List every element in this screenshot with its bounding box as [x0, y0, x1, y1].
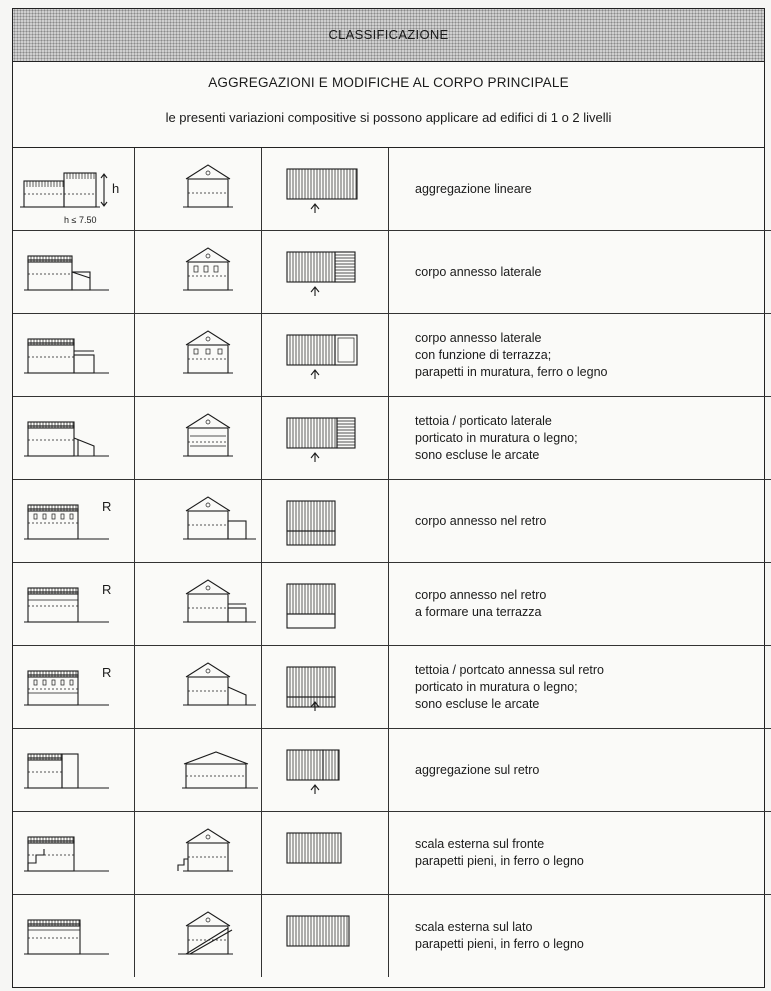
plan-sketch-cell — [262, 397, 389, 480]
description-line: corpo annesso nel retro — [415, 588, 547, 602]
front-elevation-sketch-cell — [135, 895, 262, 978]
section-heading: AGGREGAZIONI E MODIFICHE AL CORPO PRINCIPALE — [208, 75, 569, 90]
side-elevation-sketch-cell — [13, 397, 135, 480]
plan-sketch — [265, 315, 385, 395]
table-row — [13, 812, 771, 895]
section-subheading: le presenti variazioni compositive si possono applicare ad edifici di 1 o 2 livelli — [165, 110, 612, 125]
side-elevation-sketch-cell — [13, 812, 135, 895]
plan-sketch — [265, 813, 385, 893]
svg-text:h ≤ 7.50: h ≤ 7.50 — [63, 215, 96, 225]
plan-sketch — [265, 398, 385, 478]
description-line: tettoia / portcato annessa sul retro — [415, 662, 604, 677]
variations-table — [13, 148, 771, 977]
description — [415, 513, 771, 530]
description — [415, 264, 771, 281]
section-header — [13, 62, 764, 148]
description-line: sono escluse le arcate — [415, 696, 540, 711]
description — [415, 919, 771, 953]
plan-sketch-cell — [262, 148, 389, 231]
classification-sheet — [12, 8, 765, 988]
plan-sketch-cell — [262, 729, 389, 812]
page-title: CLASSIFICAZIONE — [328, 26, 449, 42]
title-band — [13, 9, 764, 62]
side-elevation-sketch-cell — [13, 480, 135, 563]
plan-sketch-cell — [262, 480, 389, 563]
front-elevation-sketch-cell — [135, 231, 262, 314]
description-line: scala esterna sul fronte — [415, 837, 545, 851]
plan-sketch — [265, 149, 385, 229]
plan-sketch-cell — [262, 812, 389, 895]
front-elevation-sketch-cell — [135, 397, 262, 480]
description-line: tettoia / porticato laterale — [415, 413, 552, 428]
side-elevation-sketch-cell — [13, 231, 135, 314]
description-line: corpo annesso laterale — [415, 330, 542, 345]
front-elevation-sketch-cell — [135, 148, 262, 231]
description — [415, 413, 771, 464]
description-cell — [389, 148, 771, 231]
description-cell — [389, 231, 771, 314]
description-cell — [389, 646, 771, 729]
side-elevation-sketch — [14, 813, 134, 893]
description-line: parapetti in muratura, ferro o legno — [415, 364, 608, 379]
plan-sketch — [265, 896, 385, 976]
description-line: con funzione di terrazza; — [415, 347, 552, 362]
svg-text:h: h — [111, 181, 119, 196]
front-elevation-sketch-cell — [135, 480, 262, 563]
plan-sketch-cell — [262, 895, 389, 978]
description-cell — [389, 314, 771, 397]
plan-sketch — [265, 232, 385, 312]
description — [415, 662, 771, 713]
table-row — [13, 148, 771, 231]
plan-sketch — [265, 481, 385, 561]
side-elevation-sketch-cell — [13, 314, 135, 397]
side-elevation-sketch — [14, 647, 134, 727]
description-line: sono escluse le arcate — [415, 447, 540, 462]
svg-text:R: R — [101, 499, 111, 514]
plan-sketch — [265, 564, 385, 644]
side-elevation-sketch — [14, 315, 134, 395]
description-line: aggregazione lineare — [415, 181, 532, 196]
table-row — [13, 895, 771, 978]
description — [415, 330, 771, 381]
description-cell — [389, 812, 771, 895]
plan-sketch-cell — [262, 314, 389, 397]
table-row — [13, 563, 771, 646]
front-elevation-sketch — [138, 647, 258, 727]
front-elevation-sketch — [138, 564, 258, 644]
description-line: porticato in muratura o legno; — [415, 430, 578, 445]
side-elevation-sketch — [14, 398, 134, 478]
front-elevation-sketch — [138, 149, 258, 229]
table-row — [13, 646, 771, 729]
front-elevation-sketch — [138, 896, 258, 976]
table-row — [13, 231, 771, 314]
description-cell — [389, 563, 771, 646]
plan-sketch-cell — [262, 646, 389, 729]
table-row — [13, 480, 771, 563]
table-row — [13, 729, 771, 812]
plan-sketch — [265, 730, 385, 810]
description-cell — [389, 895, 771, 978]
description-line: parapetti pieni, in ferro o legno — [415, 854, 584, 868]
side-elevation-sketch — [14, 564, 134, 644]
description-line: corpo annesso nel retro — [415, 513, 547, 528]
front-elevation-sketch — [138, 232, 258, 312]
svg-text:R: R — [101, 582, 111, 597]
description-cell — [389, 729, 771, 812]
description-line: aggregazione sul retro — [415, 762, 540, 777]
front-elevation-sketch — [138, 813, 258, 893]
plan-sketch-cell — [262, 231, 389, 314]
table-row — [13, 397, 771, 480]
description — [415, 762, 771, 779]
side-elevation-sketch-cell — [13, 563, 135, 646]
side-elevation-sketch — [14, 730, 134, 810]
front-elevation-sketch — [138, 398, 258, 478]
front-elevation-sketch — [138, 315, 258, 395]
plan-sketch-cell — [262, 563, 389, 646]
description-cell — [389, 480, 771, 563]
description — [415, 587, 771, 621]
side-elevation-sketch — [14, 481, 134, 561]
side-elevation-sketch-cell — [13, 646, 135, 729]
front-elevation-sketch-cell — [135, 314, 262, 397]
svg-text:R: R — [101, 665, 111, 680]
side-elevation-sketch — [14, 896, 134, 976]
side-elevation-sketch — [14, 232, 134, 312]
description — [415, 181, 771, 198]
plan-sketch — [265, 647, 385, 727]
side-elevation-sketch-cell — [13, 729, 135, 812]
description-line: corpo annesso laterale — [415, 264, 542, 279]
side-elevation-sketch-cell — [13, 148, 135, 231]
side-elevation-sketch — [14, 149, 134, 229]
front-elevation-sketch — [138, 730, 258, 810]
front-elevation-sketch-cell — [135, 812, 262, 895]
description-line: scala esterna sul lato — [415, 920, 533, 934]
description-line: porticato in muratura o legno; — [415, 679, 578, 694]
description-line: a formare una terrazza — [415, 605, 542, 619]
front-elevation-sketch-cell — [135, 563, 262, 646]
description-cell — [389, 397, 771, 480]
front-elevation-sketch-cell — [135, 729, 262, 812]
description-line: parapetti pieni, in ferro o legno — [415, 937, 584, 951]
side-elevation-sketch-cell — [13, 895, 135, 978]
table-row — [13, 314, 771, 397]
front-elevation-sketch-cell — [135, 646, 262, 729]
front-elevation-sketch — [138, 481, 258, 561]
description — [415, 836, 771, 870]
